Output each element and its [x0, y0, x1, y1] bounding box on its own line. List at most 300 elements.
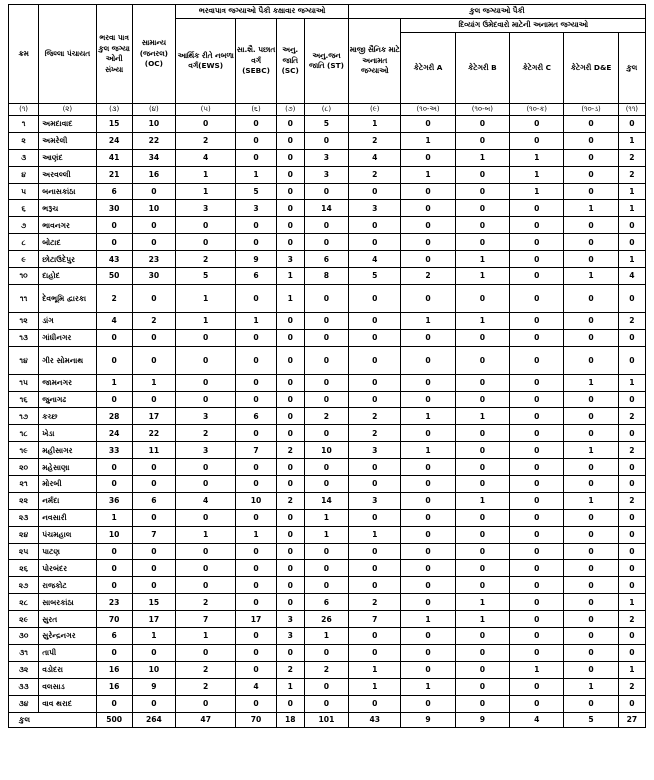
cell-st: 5: [304, 116, 348, 133]
col-header-ews: આર્થિક રીતે નબળા વર્ગ(EWS): [176, 19, 236, 104]
cell-total-posts: 4: [96, 312, 132, 329]
cell-general: 1: [132, 628, 175, 645]
cell-ews: 1: [176, 183, 236, 200]
cell-category-b: 0: [455, 166, 509, 183]
cell-category-b: 1: [455, 268, 509, 285]
cell-total-posts: 2: [96, 284, 132, 312]
cell-category-a: 0: [401, 234, 455, 251]
cell-ews: 2: [176, 132, 236, 149]
cell-category-a: 0: [401, 425, 455, 442]
cell-ex-servicemen: 4: [349, 149, 401, 166]
cell-st: 10: [304, 442, 348, 459]
cell-sebc: 17: [236, 611, 276, 628]
table-row: [9, 217, 646, 234]
total-label: કુલ: [9, 712, 97, 727]
cell-serial: ૨૬: [9, 560, 39, 577]
cell-total: 0: [618, 628, 645, 645]
cell-serial: ૩: [9, 149, 39, 166]
total-cell: 47: [176, 712, 236, 727]
cell-general: 0: [132, 391, 175, 408]
cell-ews: 2: [176, 661, 236, 678]
cell-sebc: 0: [236, 132, 276, 149]
cell-category-c: 0: [510, 312, 564, 329]
cell-district: ખેડા: [39, 425, 96, 442]
cell-category-c: 0: [510, 116, 564, 133]
cell-category-b: 0: [455, 628, 509, 645]
cell-ex-servicemen: 0: [349, 459, 401, 476]
cell-total-posts: 33: [96, 442, 132, 459]
cell-category-c: 0: [510, 577, 564, 594]
cell-st: 0: [304, 476, 348, 493]
cell-st: 0: [304, 312, 348, 329]
cell-district: પાટણ: [39, 543, 96, 560]
cell-category-b: 1: [455, 594, 509, 611]
cell-serial: ૧૦: [9, 268, 39, 285]
cell-total: 0: [618, 476, 645, 493]
column-index: (૧૦-ડ): [564, 104, 618, 116]
col-header-category-de: કેટેગરી D&E: [564, 33, 618, 104]
cell-sebc: 1: [236, 526, 276, 543]
cell-category-a: 0: [401, 476, 455, 493]
cell-category-de: 0: [564, 644, 618, 661]
cell-st: 6: [304, 594, 348, 611]
cell-category-de: 0: [564, 628, 618, 645]
cell-total: 0: [618, 346, 645, 374]
table-row: [9, 678, 646, 695]
cell-category-b: 0: [455, 183, 509, 200]
cell-st: 8: [304, 268, 348, 285]
cell-total-posts: 24: [96, 425, 132, 442]
cell-general: 0: [132, 577, 175, 594]
col-header-sc: અનુ. જાતિ (SC): [276, 19, 304, 104]
cell-ews: 1: [176, 284, 236, 312]
cell-general: 0: [132, 459, 175, 476]
cell-ex-servicemen: 0: [349, 560, 401, 577]
cell-category-a: 0: [401, 594, 455, 611]
cell-general: 0: [132, 183, 175, 200]
cell-ews: 0: [176, 217, 236, 234]
cell-sebc: 0: [236, 391, 276, 408]
cell-ews: 0: [176, 543, 236, 560]
cell-category-de: 1: [564, 200, 618, 217]
cell-category-b: 0: [455, 442, 509, 459]
col-header-st: અનુ.જન જાતિ (ST): [304, 19, 348, 104]
cell-ews: 0: [176, 391, 236, 408]
cell-sc: 2: [276, 661, 304, 678]
cell-category-a: 0: [401, 543, 455, 560]
cell-category-b: 0: [455, 200, 509, 217]
cell-category-de: 0: [564, 284, 618, 312]
cell-category-de: 0: [564, 509, 618, 526]
cell-ews: 4: [176, 492, 236, 509]
column-index: (૪): [132, 104, 175, 116]
cell-district: મહીસાગર: [39, 442, 96, 459]
cell-category-b: 0: [455, 476, 509, 493]
cell-general: 22: [132, 425, 175, 442]
cell-category-de: 0: [564, 234, 618, 251]
cell-category-de: 0: [564, 425, 618, 442]
cell-st: 0: [304, 644, 348, 661]
cell-sebc: 0: [236, 644, 276, 661]
cell-sc: 0: [276, 116, 304, 133]
cell-total: 0: [618, 284, 645, 312]
cell-ex-servicemen: 0: [349, 628, 401, 645]
cell-ews: 1: [176, 526, 236, 543]
cell-category-c: 0: [510, 268, 564, 285]
cell-category-c: 0: [510, 329, 564, 346]
cell-ews: 1: [176, 628, 236, 645]
cell-general: 0: [132, 234, 175, 251]
group-header-disabled-reserved: દિવ્યાંગ ઉમેદવારો માટેની અનામત જગ્યાઓ: [401, 19, 646, 33]
cell-serial: ૨૫: [9, 543, 39, 560]
cell-category-a: 0: [401, 628, 455, 645]
table-row: [9, 329, 646, 346]
cell-ex-servicemen: 7: [349, 611, 401, 628]
cell-district: દેવભૂમિ દ્વારકા: [39, 284, 96, 312]
cell-st: 0: [304, 374, 348, 391]
cell-total: 0: [618, 116, 645, 133]
table-row: [9, 166, 646, 183]
cell-district: ભાવનગર: [39, 217, 96, 234]
cell-serial: ૧૧: [9, 284, 39, 312]
cell-category-a: 0: [401, 492, 455, 509]
cell-total: 0: [618, 425, 645, 442]
cell-st: 2: [304, 661, 348, 678]
cell-st: 0: [304, 217, 348, 234]
cell-general: 9: [132, 678, 175, 695]
column-index: (૫): [176, 104, 236, 116]
cell-serial: ૧૪: [9, 346, 39, 374]
cell-category-a: 1: [401, 678, 455, 695]
cell-serial: ૧૭: [9, 408, 39, 425]
table-row: [9, 251, 646, 268]
cell-category-c: 0: [510, 234, 564, 251]
cell-total-posts: 15: [96, 116, 132, 133]
cell-ews: 2: [176, 251, 236, 268]
cell-category-a: 0: [401, 346, 455, 374]
cell-st: 0: [304, 284, 348, 312]
cell-district: ગીર સોમનાથ: [39, 346, 96, 374]
col-header-district: જિલ્લા પંચાયત: [39, 5, 96, 104]
total-cell: 9: [401, 712, 455, 727]
col-header-sebc: સા.શૈ. પછાત વર્ગ (SEBC): [236, 19, 276, 104]
cell-total: 0: [618, 509, 645, 526]
cell-category-c: 1: [510, 183, 564, 200]
col-header-total: કુલ: [618, 33, 645, 104]
column-index: (૧૦-બ): [455, 104, 509, 116]
cell-district: અરવલ્લી: [39, 166, 96, 183]
cell-ex-servicemen: 0: [349, 183, 401, 200]
cell-total: 1: [618, 661, 645, 678]
cell-district: નવસારી: [39, 509, 96, 526]
cell-category-de: 0: [564, 251, 618, 268]
cell-sebc: 1: [236, 166, 276, 183]
column-index: (૯): [349, 104, 401, 116]
cell-ex-servicemen: 0: [349, 543, 401, 560]
cell-category-a: 1: [401, 442, 455, 459]
cell-sebc: 0: [236, 149, 276, 166]
cell-total-posts: 6: [96, 183, 132, 200]
cell-category-b: 0: [455, 678, 509, 695]
cell-district: મોરબી: [39, 476, 96, 493]
cell-serial: ૩૦: [9, 628, 39, 645]
table-row: [9, 611, 646, 628]
cell-sc: 0: [276, 560, 304, 577]
cell-sebc: 9: [236, 251, 276, 268]
cell-sc: 0: [276, 543, 304, 560]
cell-category-b: 1: [455, 251, 509, 268]
cell-total: 2: [618, 678, 645, 695]
cell-category-de: 0: [564, 560, 618, 577]
cell-general: 7: [132, 526, 175, 543]
cell-total: 0: [618, 695, 645, 712]
cell-sebc: 0: [236, 116, 276, 133]
cell-category-de: 0: [564, 149, 618, 166]
cell-total-posts: 6: [96, 628, 132, 645]
cell-ews: 3: [176, 200, 236, 217]
cell-category-a: 0: [401, 284, 455, 312]
cell-category-b: 0: [455, 661, 509, 678]
cell-st: 0: [304, 577, 348, 594]
cell-total: 2: [618, 408, 645, 425]
cell-district: ડાંગ: [39, 312, 96, 329]
cell-category-a: 0: [401, 560, 455, 577]
col-header-category-c: કેટેગરી C: [510, 33, 564, 104]
cell-serial: ૩૪: [9, 695, 39, 712]
cell-category-c: 0: [510, 611, 564, 628]
cell-category-a: 2: [401, 268, 455, 285]
table-row: [9, 183, 646, 200]
table-header: [9, 5, 646, 116]
table-row: [9, 284, 646, 312]
cell-sebc: 0: [236, 560, 276, 577]
cell-category-b: 0: [455, 459, 509, 476]
cell-district: વડોદરા: [39, 661, 96, 678]
cell-ews: 0: [176, 476, 236, 493]
cell-sebc: 0: [236, 425, 276, 442]
cell-ex-servicemen: 0: [349, 346, 401, 374]
cell-category-de: 0: [564, 594, 618, 611]
cell-st: 2: [304, 408, 348, 425]
cell-total-posts: 30: [96, 200, 132, 217]
cell-category-a: 0: [401, 509, 455, 526]
cell-category-c: 0: [510, 425, 564, 442]
col-header-category-a: કેટેગરી A: [401, 33, 455, 104]
cell-total: 2: [618, 611, 645, 628]
cell-general: 10: [132, 116, 175, 133]
cell-total: 4: [618, 268, 645, 285]
cell-sebc: 7: [236, 442, 276, 459]
cell-total-posts: 0: [96, 644, 132, 661]
table-row: [9, 492, 646, 509]
cell-sc: 0: [276, 408, 304, 425]
column-index: (૬): [236, 104, 276, 116]
cell-total-posts: 23: [96, 594, 132, 611]
cell-st: 0: [304, 329, 348, 346]
cell-serial: ૨૧: [9, 476, 39, 493]
cell-category-a: 1: [401, 166, 455, 183]
cell-category-a: 0: [401, 695, 455, 712]
cell-category-de: 0: [564, 543, 618, 560]
cell-st: 14: [304, 492, 348, 509]
cell-category-b: 1: [455, 611, 509, 628]
cell-total: 1: [618, 374, 645, 391]
cell-general: 0: [132, 560, 175, 577]
cell-total-posts: 0: [96, 329, 132, 346]
cell-sc: 3: [276, 611, 304, 628]
cell-st: 0: [304, 459, 348, 476]
cell-category-c: 1: [510, 661, 564, 678]
cell-total: 1: [618, 594, 645, 611]
cell-category-de: 0: [564, 346, 618, 374]
cell-total-posts: 0: [96, 560, 132, 577]
cell-ex-servicemen: 0: [349, 476, 401, 493]
col-header-ex-servicemen: માજી સૈનિક માટે અનામત જગ્યાઓ: [349, 19, 401, 104]
cell-sebc: 0: [236, 577, 276, 594]
cell-sebc: 0: [236, 661, 276, 678]
cell-ex-servicemen: 0: [349, 391, 401, 408]
column-index: (૧૧): [618, 104, 645, 116]
total-cell: 500: [96, 712, 132, 727]
table-row: [9, 695, 646, 712]
cell-total: 1: [618, 251, 645, 268]
cell-st: 0: [304, 391, 348, 408]
col-header-serial: ક્રમ: [9, 5, 39, 104]
cell-category-a: 0: [401, 149, 455, 166]
cell-sebc: 1: [236, 312, 276, 329]
cell-serial: ૧: [9, 116, 39, 133]
cell-category-de: 0: [564, 391, 618, 408]
cell-category-de: 0: [564, 183, 618, 200]
cell-sebc: 0: [236, 628, 276, 645]
vacancy-table: [8, 4, 646, 728]
cell-category-de: 0: [564, 476, 618, 493]
cell-st: 0: [304, 678, 348, 695]
cell-category-a: 0: [401, 577, 455, 594]
cell-category-c: 0: [510, 678, 564, 695]
cell-serial: ૧૨: [9, 312, 39, 329]
cell-ews: 1: [176, 166, 236, 183]
cell-category-a: 1: [401, 132, 455, 149]
table-row: [9, 149, 646, 166]
cell-serial: ૨૩: [9, 509, 39, 526]
cell-st: 0: [304, 425, 348, 442]
cell-category-a: 1: [401, 408, 455, 425]
cell-category-c: 0: [510, 509, 564, 526]
cell-district: આણંદ: [39, 149, 96, 166]
vacancy-sheet: [8, 4, 646, 728]
cell-total-posts: 0: [96, 391, 132, 408]
cell-total: 0: [618, 329, 645, 346]
cell-sc: 0: [276, 149, 304, 166]
cell-ex-servicemen: 0: [349, 577, 401, 594]
cell-ex-servicemen: 0: [349, 329, 401, 346]
cell-total-posts: 28: [96, 408, 132, 425]
cell-category-c: 0: [510, 284, 564, 312]
cell-ex-servicemen: 3: [349, 442, 401, 459]
cell-sebc: 0: [236, 346, 276, 374]
cell-serial: ૯: [9, 251, 39, 268]
cell-district: સુરેન્દ્રનગર: [39, 628, 96, 645]
cell-general: 0: [132, 217, 175, 234]
total-cell: 43: [349, 712, 401, 727]
cell-st: 6: [304, 251, 348, 268]
cell-category-a: 0: [401, 661, 455, 678]
cell-district: અમરેલી: [39, 132, 96, 149]
cell-serial: ૫: [9, 183, 39, 200]
table-row: [9, 526, 646, 543]
cell-serial: ૩૩: [9, 678, 39, 695]
cell-sebc: 0: [236, 234, 276, 251]
cell-total: 0: [618, 217, 645, 234]
cell-district: વલસાડ: [39, 678, 96, 695]
cell-st: 14: [304, 200, 348, 217]
cell-district: પોરબંદર: [39, 560, 96, 577]
cell-ews: 2: [176, 594, 236, 611]
cell-ews: 5: [176, 268, 236, 285]
table-row: [9, 312, 646, 329]
cell-sc: 0: [276, 425, 304, 442]
cell-category-b: 1: [455, 492, 509, 509]
cell-district: મહેસાણા: [39, 459, 96, 476]
cell-ews: 0: [176, 509, 236, 526]
cell-total-posts: 0: [96, 217, 132, 234]
cell-ex-servicemen: 2: [349, 132, 401, 149]
cell-total-posts: 0: [96, 577, 132, 594]
cell-district: છોટાઉદેપુર: [39, 251, 96, 268]
cell-st: 3: [304, 166, 348, 183]
cell-sc: 2: [276, 442, 304, 459]
table-row: [9, 459, 646, 476]
cell-category-b: 0: [455, 543, 509, 560]
table-row: [9, 116, 646, 133]
cell-sc: 0: [276, 132, 304, 149]
cell-category-de: 0: [564, 116, 618, 133]
cell-category-b: 0: [455, 132, 509, 149]
cell-sc: 0: [276, 644, 304, 661]
cell-st: 0: [304, 695, 348, 712]
table-row: [9, 509, 646, 526]
cell-ews: 2: [176, 678, 236, 695]
cell-sc: 0: [276, 166, 304, 183]
cell-district: કચ્છ: [39, 408, 96, 425]
cell-general: 22: [132, 132, 175, 149]
cell-total: 0: [618, 644, 645, 661]
cell-sc: 0: [276, 374, 304, 391]
cell-sebc: 4: [236, 678, 276, 695]
cell-sc: 0: [276, 329, 304, 346]
cell-st: 0: [304, 560, 348, 577]
cell-total-posts: 1: [96, 374, 132, 391]
cell-category-c: 0: [510, 217, 564, 234]
cell-ews: 2: [176, 425, 236, 442]
cell-district: ગાંધીનગર: [39, 329, 96, 346]
cell-total: 0: [618, 459, 645, 476]
cell-total-posts: 21: [96, 166, 132, 183]
cell-total-posts: 70: [96, 611, 132, 628]
cell-serial: ૪: [9, 166, 39, 183]
cell-general: 10: [132, 200, 175, 217]
table-row: [9, 234, 646, 251]
cell-sc: 0: [276, 200, 304, 217]
cell-total-posts: 16: [96, 661, 132, 678]
table-row: [9, 408, 646, 425]
cell-sc: 0: [276, 346, 304, 374]
cell-st: 0: [304, 543, 348, 560]
cell-total: 0: [618, 391, 645, 408]
cell-total-posts: 10: [96, 526, 132, 543]
cell-category-b: 0: [455, 217, 509, 234]
